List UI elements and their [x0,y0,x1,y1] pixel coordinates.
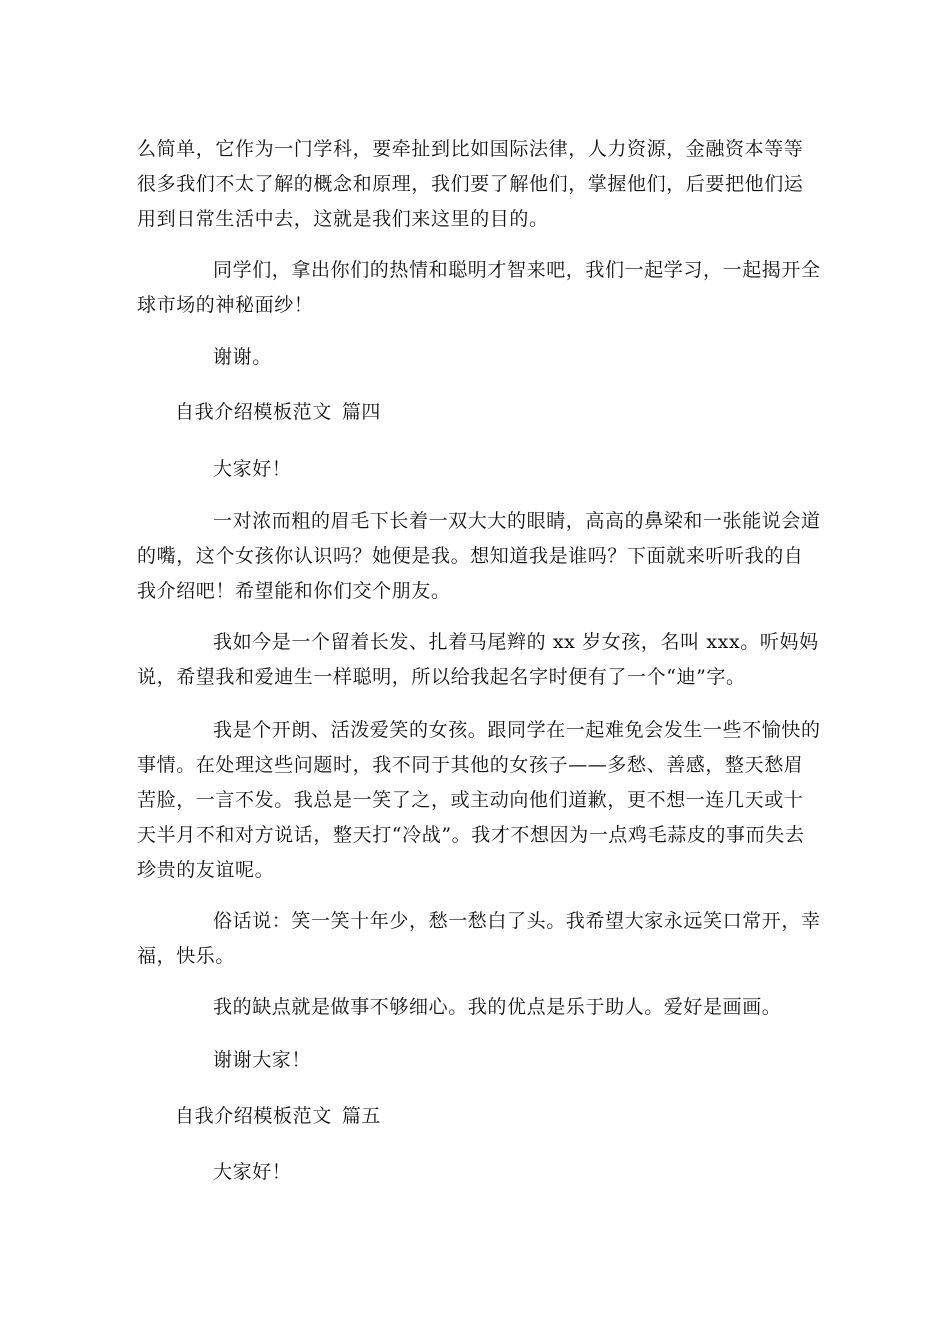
paragraph-text: 么简单，它作为一门学科，要牵扯到比如国际法律，人力资源，金融资本等等很多我们不太了解的概念和原理，我们要了解他们，掌握他们，后要把他们运用到日常生活中去，这就是我们来这里的目的。 [137,138,804,230]
heading-title: 自我介绍模板范文 [175,401,332,423]
paragraph-strengths [137,990,822,1025]
paragraph-text: 我如今是一个留着长发、扎着马尾辫的 xx 岁女孩，名叫 xxx。听妈妈说，希望我和爱迪生一样聪明，所以给我起名字时便有了一个“迪”字。 [137,631,819,688]
paragraph-self-description [137,504,822,609]
paragraph-text: 一对浓而粗的眉毛下长着一双大大的眼睛，高高的鼻梁和一张能说会道的嘴，这个女孩你认识吗？她便是我。想知道我是谁吗？下面就来听听我的自我介绍吧！希望能和你们交个朋友。 [137,510,821,602]
paragraph-text: 大家好！ [213,458,292,480]
paragraph-text: 大家好！ [213,1161,292,1183]
paragraph-personality [137,713,822,888]
paragraph-text: 俗话说：笑一笑十年少，愁一愁白了头。我希望大家永远笑口常开，幸福，快乐。 [137,910,821,967]
paragraph-text: 同学们，拿出你们的热情和聪明才智来吧，我们一起学习，一起揭开全球市场的神秘面纱！ [137,259,821,316]
paragraph-intro-continuation [137,132,822,237]
paragraph-text: 我是个开朗、活泼爱笑的女孩。跟同学在一起难免会发生一些不愉快的事情。在处理这些问题时，我不同于其他的女孩子——多愁、善感，整天愁眉苦脸，一言不发。我总是一笑了之，或主动向他们道歉，更不想一连几天或十天半月不和对方说话，整天打“冷战”。我才不想因为一点鸡毛蒜皮的事而失去珍贵的友谊呢。 [137,719,821,881]
paragraph-text: 我的缺点就是做事不够细心。我的优点是乐于助人。爱好是画画。 [213,996,782,1018]
heading-suffix: 篇五 [341,1105,382,1127]
section-heading-5 [175,1099,381,1134]
paragraph-greeting [137,452,822,487]
section-heading-4 [175,395,381,430]
paragraph-invitation [137,253,822,323]
paragraph-thanks [137,340,822,375]
paragraph-text: 谢谢。 [213,346,272,368]
paragraph-name [137,625,822,695]
paragraph-proverb [137,904,822,974]
paragraph-thanks-all [137,1043,822,1078]
heading-suffix: 篇四 [341,401,382,423]
paragraph-greeting-2 [137,1155,822,1190]
paragraph-text: 谢谢大家！ [213,1049,312,1071]
heading-title: 自我介绍模板范文 [175,1105,332,1127]
